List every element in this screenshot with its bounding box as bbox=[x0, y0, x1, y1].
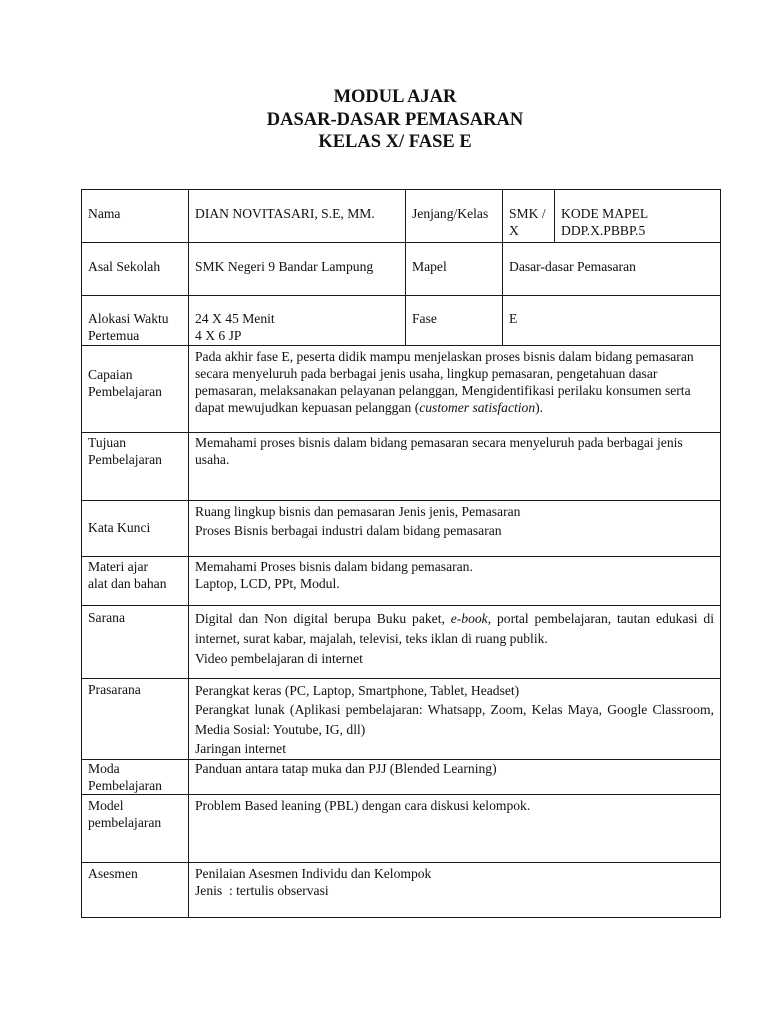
model-text-cell bbox=[189, 795, 721, 863]
model-text: Problem Based leaning (PBL) dengan cara diskusi kelompok. bbox=[195, 798, 531, 814]
alokasi-label-cell bbox=[82, 296, 189, 346]
materi-label-line-2: alat dan bahan bbox=[88, 575, 167, 591]
alokasi-value-cell bbox=[189, 296, 406, 346]
table-row bbox=[82, 759, 721, 795]
tujuan-text: Memahami proses bisnis dalam bidang pemasaran secara menyeluruh pada berbagai jenis usaha. bbox=[195, 434, 683, 467]
table-row bbox=[82, 243, 721, 296]
asal-sekolah-label-cell bbox=[82, 243, 189, 296]
nama-value-cell bbox=[189, 190, 406, 243]
mapel-value-cell bbox=[503, 243, 721, 296]
capaian-text-end: ). bbox=[535, 400, 544, 416]
title-line-2: DASAR-DASAR PEMASARAN bbox=[266, 109, 524, 130]
fase-value-cell bbox=[503, 296, 721, 346]
capaian-text: Pada akhir fase E, peserta didik mampu menjelaskan proses bisnis dalam bidang pemasaran secara menyeluruh pada berbagai jenis usaha, lingkup pemasaran, pengetahuan dasar pemasaran, melaksanakan pelayanan pelanggan, Mengidentifikasi perilaku konsumen serta dapat mewujudkan kepuasan pelanggan ( bbox=[195, 348, 694, 416]
materi-label-line-1: Materi ajar bbox=[88, 558, 149, 574]
table-row bbox=[82, 556, 721, 605]
tujuan-label-line-1: Tujuan bbox=[88, 434, 127, 450]
alokasi-label-line-1: Alokasi Waktu bbox=[88, 311, 169, 326]
kode-mapel-value: DDP.X.PBBP.5 bbox=[561, 223, 646, 239]
mapel-label-cell bbox=[406, 243, 503, 296]
asesmen-line-1: Penilaian Asesmen Individu dan Kelompok bbox=[195, 866, 432, 882]
fase-label: Fase bbox=[412, 311, 437, 326]
kata-kunci-text-cell bbox=[189, 500, 721, 556]
materi-line-1: Memahami Proses bisnis dalam bidang pemasaran. bbox=[195, 558, 473, 574]
table-row bbox=[82, 500, 721, 556]
table-row bbox=[82, 795, 721, 863]
table-row bbox=[82, 863, 721, 918]
nama-value: DIAN NOVITASARI, S.E, MM. bbox=[195, 206, 375, 221]
nama-label-cell bbox=[82, 190, 189, 243]
asal-sekolah-value: SMK Negeri 9 Bandar Lampung bbox=[195, 259, 374, 274]
capaian-label-line-2: Pembelajaran bbox=[88, 383, 162, 399]
tujuan-text-cell bbox=[189, 432, 721, 500]
moda-text: Panduan antara tatap muka dan PJJ (Blended Learning) bbox=[195, 760, 497, 776]
title-line-1: MODUL AJAR bbox=[333, 87, 457, 107]
kode-mapel-label: KODE MAPEL bbox=[561, 206, 649, 221]
alokasi-value-line-2: 4 X 6 JP bbox=[195, 328, 242, 344]
prasarana-label: Prasarana bbox=[88, 681, 141, 697]
capaian-label-line-1: Capaian bbox=[88, 366, 133, 382]
nama-label: Nama bbox=[88, 206, 121, 221]
capaian-label-cell bbox=[82, 345, 189, 432]
asesmen-line-2: Jenis : tertulis observasi bbox=[195, 883, 329, 899]
asesmen-label: Asesmen bbox=[88, 866, 138, 882]
kata-kunci-label: Kata Kunci bbox=[88, 519, 151, 535]
prasarana-label-cell bbox=[82, 678, 189, 759]
model-label-line-1: Model bbox=[88, 798, 124, 814]
materi-line-2: Laptop, LCD, PPt, Modul. bbox=[195, 575, 340, 591]
alokasi-value-line-1: 24 X 45 Menit bbox=[195, 311, 275, 326]
table-row bbox=[82, 345, 721, 432]
prasarana-line-2: Perangkat lunak (Aplikasi pembelajaran: Whatsapp, Zoom, Kelas Maya, Google Classroom, Media Sosial: Youtube, IG, dll) bbox=[195, 702, 714, 737]
moda-label-line-2: Pembelajaran bbox=[88, 777, 162, 793]
kata-kunci-label-cell bbox=[82, 500, 189, 556]
fase-value: E bbox=[509, 311, 518, 326]
mapel-label: Mapel bbox=[412, 259, 447, 274]
sarana-text-cell bbox=[189, 605, 721, 678]
kata-kunci-line-2: Proses Bisnis berbagai industri dalam bidang pemasaran bbox=[195, 522, 502, 538]
sarana-text: Digital dan Non digital berupa Buku paket, bbox=[195, 610, 451, 626]
capaian-italic-term: customer satisfaction bbox=[419, 400, 536, 416]
materi-label-cell bbox=[82, 556, 189, 605]
fase-label-cell bbox=[406, 296, 503, 346]
sarana-line-2: Video pembelajaran di internet bbox=[195, 650, 363, 666]
moda-label-line-1: Moda bbox=[88, 760, 120, 776]
moda-text-cell bbox=[189, 759, 721, 795]
sarana-label: Sarana bbox=[88, 609, 125, 625]
table-row bbox=[82, 678, 721, 759]
model-label-line-2: pembelajaran bbox=[88, 815, 162, 831]
prasarana-line-1: Perangkat keras (PC, Laptop, Smartphone, Tablet, Headset) bbox=[195, 682, 520, 698]
asal-sekolah-value-cell bbox=[189, 243, 406, 296]
tujuan-label-line-2: Pembelajaran bbox=[88, 451, 162, 467]
asal-sekolah-label: Asal Sekolah bbox=[88, 259, 161, 274]
jenjang-value-cell bbox=[503, 190, 555, 243]
table-row bbox=[82, 605, 721, 678]
table-row bbox=[82, 296, 721, 346]
table-row bbox=[82, 432, 721, 500]
document-title bbox=[0, 86, 768, 154]
prasarana-text-cell bbox=[189, 678, 721, 759]
jenjang-value-line-2: X bbox=[509, 223, 519, 239]
table-row bbox=[82, 190, 721, 243]
capaian-text-cell bbox=[189, 345, 721, 432]
sarana-text-end: , portal pembelajaran, tautan edukasi di internet, surat kabar, majalah, televisi, teks iklan di ruang publik. bbox=[195, 610, 714, 646]
sarana-label-cell bbox=[82, 605, 189, 678]
title-line-3: KELAS X/ FASE E bbox=[318, 132, 472, 152]
tujuan-label-cell bbox=[82, 432, 189, 500]
jenjang-label-cell bbox=[406, 190, 503, 243]
asesmen-label-cell bbox=[82, 863, 189, 918]
kata-kunci-line-1: Ruang lingkup bisnis dan pemasaran Jenis jenis, Pemasaran bbox=[195, 503, 521, 519]
moda-label-cell bbox=[82, 759, 189, 795]
asesmen-text-cell bbox=[189, 863, 721, 918]
materi-text-cell bbox=[189, 556, 721, 605]
prasarana-line-3: Jaringan internet bbox=[195, 741, 286, 757]
model-label-cell bbox=[82, 795, 189, 863]
mapel-value: Dasar-dasar Pemasaran bbox=[509, 259, 636, 274]
jenjang-value-line-1: SMK / bbox=[509, 206, 546, 221]
alokasi-label-line-2: Pertemua bbox=[88, 328, 140, 344]
sarana-italic-term: e-book bbox=[450, 610, 488, 626]
kode-mapel-cell bbox=[555, 190, 721, 243]
jenjang-label: Jenjang/Kelas bbox=[412, 206, 489, 221]
modul-ajar-table bbox=[81, 189, 721, 918]
